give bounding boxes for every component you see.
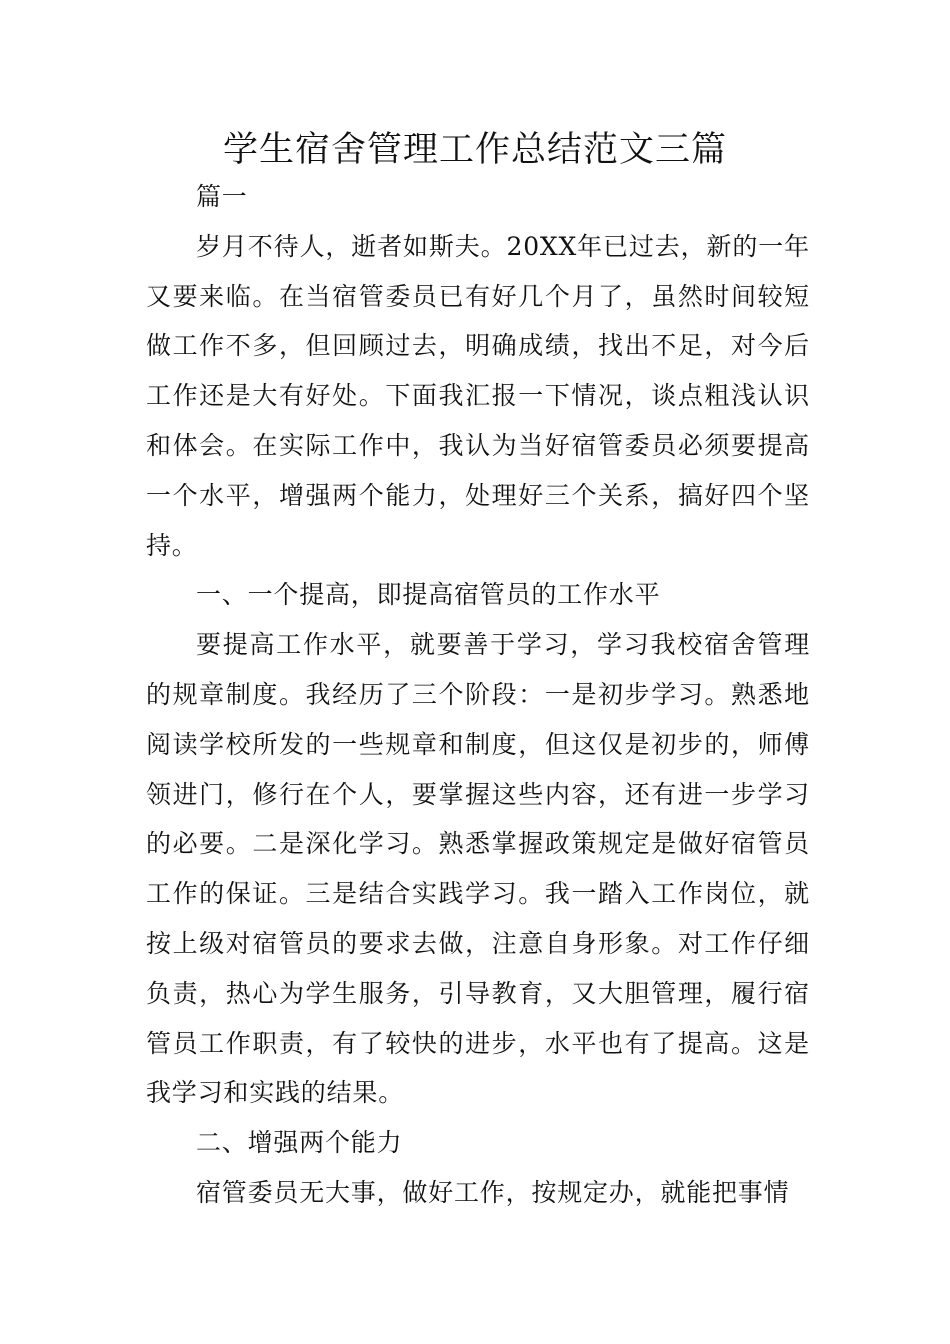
section-label: 篇一	[196, 182, 248, 211]
paragraph-section-2: 宿管委员无大事，做好工作，按规定办，就能把事情	[196, 1177, 790, 1207]
paragraph-section-1: 要提高工作水平，就要善于学习，学习我校宿舍管理的规章制度。我经历了三个阶段：一是初步学习。熟悉地阅读学校所发的一些规章和制度，但这仅是初步的，师傅领进门，修行在个人，要掌握这些内容，还有进一步学习的必要。二是深化学习。熟悉掌握政策规定是做好宿管员工作的保证。三是结合实践学习。我一踏入工作岗位，就按上级对宿管员的要求去做，注意自身形象。对工作仔细负责，热心为学生服务，引导教育，又大胆管理，履行宿管员工作职责，有了较快的进步，水平也有了提高。这是我学习和实践的结果。	[146, 630, 810, 1108]
heading-section-2: 二、增强两个能力	[196, 1128, 403, 1158]
document-title: 学生宿舍管理工作总结范文三篇	[222, 130, 727, 170]
heading-section-1: 一、一个提高，即提高宿管员的工作水平	[196, 580, 661, 610]
document-body	[146, 172, 810, 1218]
paragraph-intro: 岁月不待人，逝者如斯夫。20XX年已过去，新的一年又要来临。在当宿管委员已有好几个月了，虽然时间较短做工作不多，但回顾过去，明确成绩，找出不足，对今后工作还是大有好处。下面我汇报一下情况，谈点粗浅认识和体会。在实际工作中，我认为当好宿管委员必须要提高一个水平，增强两个能力，处理好三个关系，搞好四个坚持。	[146, 231, 810, 560]
